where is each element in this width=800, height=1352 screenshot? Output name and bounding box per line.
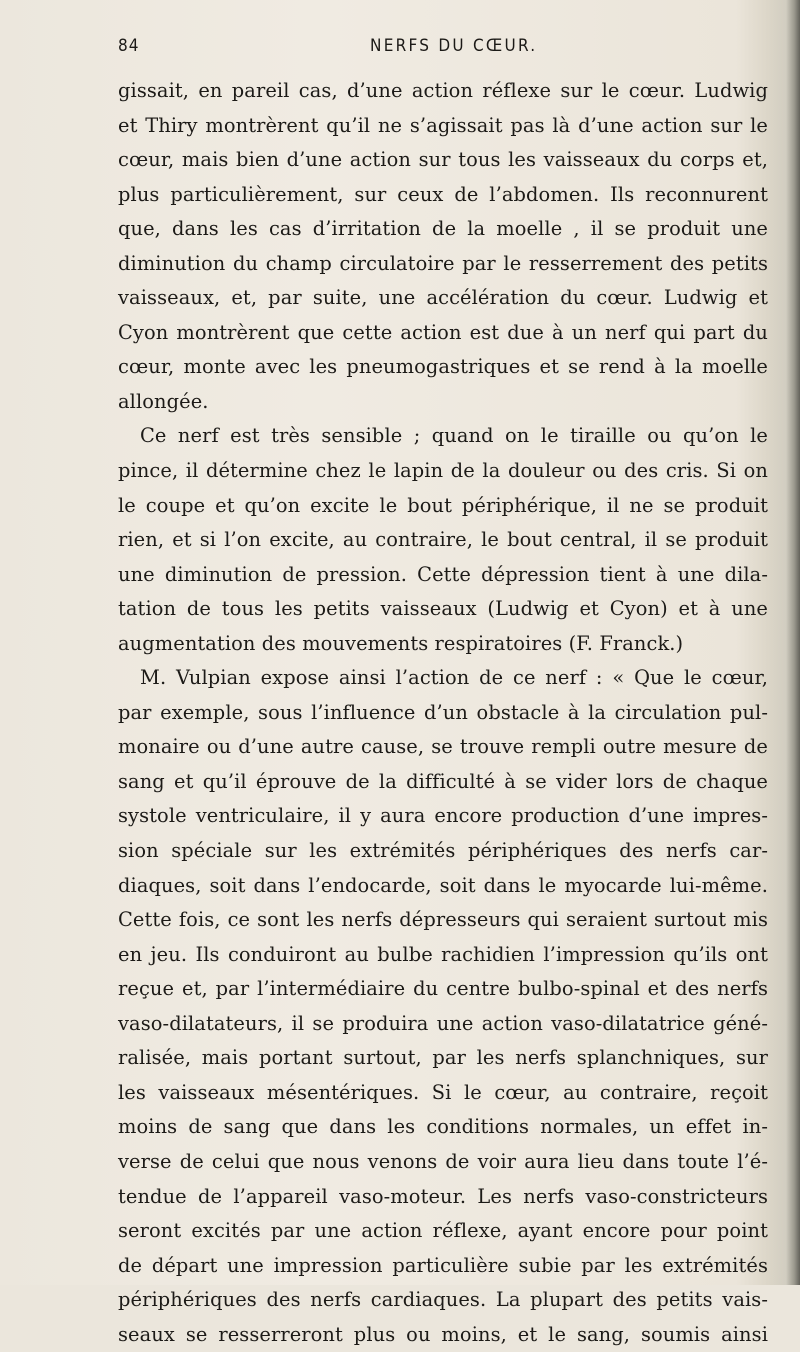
text-line: diminution du champ circulatoire par le resserrement des petits — [118, 251, 768, 275]
text-line: pince, il détermine chez le lapin de la douleur ou des cris. Si on — [118, 459, 768, 483]
text-line: augmentation des mouvements respiratoires (F. Franck.) — [118, 631, 684, 655]
text-line: le coupe et qu’on excite le bout périphérique, il ne se produit — [118, 493, 768, 517]
text-line: de départ une impression particulière subie par les extrémités — [118, 1253, 768, 1277]
text-line: tendue de l’appareil vaso-moteur. Les nerfs vaso-constricteurs — [118, 1184, 768, 1208]
text-line: vaisseaux, et, par suite, une accélération du cœur. Ludwig et — [118, 286, 768, 310]
text-line: reçue et, par l’intermédiaire du centre bulbo-spinal et des nerfs — [118, 977, 768, 1001]
text-line: par exemple, sous l’influence d’un obstacle à la circulation pul- — [118, 700, 768, 724]
text-line: cœur, monte avec les pneumogastriques et se rend à la moelle — [118, 355, 768, 379]
page-number: 84 — [118, 36, 140, 56]
text-line: Cyon montrèrent que cette action est due à un nerf qui part du — [118, 320, 768, 344]
text-line: rien, et si l’on excite, au contraire, le bout central, il se produit — [118, 528, 768, 552]
text-line: sion spéciale sur les extrémités périphériques des nerfs car- — [118, 839, 768, 863]
text-line: en jeu. Ils conduiront au bulbe rachidien l’impression qu’ils ont — [118, 942, 768, 966]
page-edge-shadow — [786, 0, 800, 1285]
running-title: NERFS DU CŒUR. — [370, 36, 538, 56]
text-line: Cette fois, ce sont les nerfs dépresseurs qui seraient surtout mis — [118, 908, 768, 932]
page-header — [118, 36, 758, 66]
text-line: sang et qu’il éprouve de la difficulté à se vider lors de chaque — [118, 769, 768, 793]
text-line: les vaisseaux mésentériques. Si le cœur, au contraire, reçoit — [118, 1080, 768, 1104]
text-line: moins de sang que dans les conditions normales, un effet in- — [118, 1115, 768, 1139]
text-line: et Thiry montrèrent qu’il ne s’agissait pas là d’une action sur le — [118, 113, 768, 137]
text-line: vaso-dilatateurs, il se produira une action vaso-dilatatrice géné- — [118, 1011, 768, 1035]
text-line: monaire ou d’une autre cause, se trouve rempli outre mesure de — [118, 735, 768, 759]
text-line: gissait, en pareil cas, d’une action réflexe sur le cœur. Ludwig — [118, 79, 768, 102]
body-text — [118, 74, 768, 1352]
text-line: que, dans les cas d’irritation de la moelle , il se produit une — [118, 217, 768, 241]
text-line: verse de celui que nous venons de voir aura lieu dans toute l’é- — [118, 1149, 768, 1173]
text-line: ralisée, mais portant surtout, par les nerfs splanchniques, sur — [118, 1046, 768, 1070]
text-line: cœur, mais bien d’une action sur tous les vaisseaux du corps et, — [118, 148, 768, 172]
text-line: seaux se resserreront plus ou moins, et le sang, soumis ainsi — [118, 1322, 768, 1346]
text-line: tation de tous les petits vaisseaux (Ludwig et Cyon) et à une — [118, 597, 768, 621]
text-line: périphériques des nerfs cardiaques. La plupart des petits vais- — [118, 1288, 768, 1312]
text-line: systole ventriculaire, il y aura encore production d’une impres- — [118, 804, 768, 828]
text-line: allongée. — [118, 389, 209, 413]
text-line: diaques, soit dans l’endocarde, soit dans le myocarde lui-même. — [118, 873, 768, 897]
text-line: M. Vulpian expose ainsi l’action de ce nerf : « Que le cœur, — [140, 666, 768, 690]
text-line: seront excités par une action réflexe, ayant encore pour point — [118, 1219, 768, 1243]
text-line: une diminution de pression. Cette dépression tient à une dila- — [118, 562, 768, 586]
text-line: Ce nerf est très sensible ; quand on le tiraille ou qu’on le — [140, 424, 768, 448]
text-line: plus particulièrement, sur ceux de l’abdomen. Ils reconnurent — [118, 182, 768, 206]
